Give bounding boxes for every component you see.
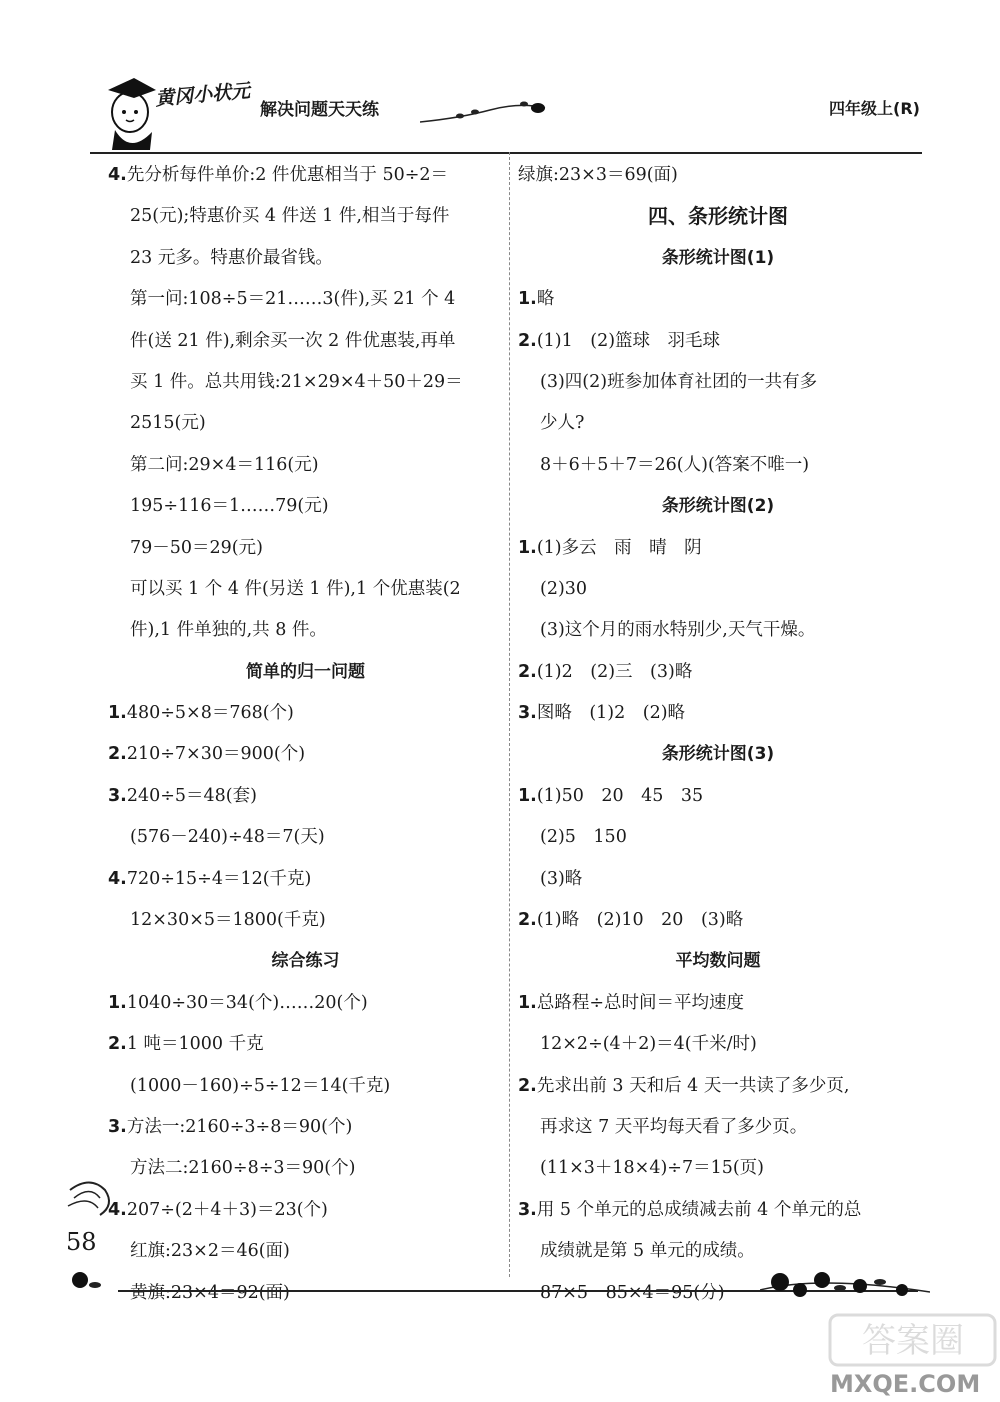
question-number: 1. bbox=[518, 992, 537, 1013]
answer-text: 方法二:2160÷8÷3＝90(个) bbox=[130, 1158, 356, 1179]
question-number: 2. bbox=[518, 1075, 537, 1096]
answer-line bbox=[108, 1231, 503, 1272]
brand-name: 黄冈小状元 bbox=[154, 79, 251, 111]
question-number: 2. bbox=[518, 661, 537, 682]
answer-line bbox=[108, 817, 503, 858]
answer-text: 第二问:29×4＝116(元) bbox=[130, 454, 319, 475]
section-heading: 简单的归一问题 bbox=[246, 661, 365, 682]
answer-text: 红旗:23×2＝46(面) bbox=[130, 1241, 290, 1262]
answer-text: 23 元多。特惠价最省钱。 bbox=[130, 247, 333, 268]
answer-text: 8＋6＋5＋7＝26(人)(答案不唯一) bbox=[540, 454, 810, 475]
answer-line bbox=[108, 279, 503, 320]
question-number: 1. bbox=[108, 703, 127, 724]
answer-line bbox=[108, 1066, 503, 1107]
answer-text: (3)略 bbox=[540, 868, 583, 889]
answer-text: 12×2÷(4＋2)＝4(千米/时) bbox=[540, 1034, 757, 1055]
header-rule bbox=[90, 152, 922, 154]
watermark-logo-text: 答案圈 bbox=[862, 1321, 964, 1361]
answer-line bbox=[518, 362, 918, 403]
answer-line bbox=[108, 445, 503, 486]
answer-line bbox=[108, 1273, 503, 1314]
answer-line bbox=[518, 1148, 918, 1189]
section-heading: 条形统计图(3) bbox=[661, 744, 775, 765]
answer-text: 件(送 21 件),剩余买一次 2 件优惠装,再单 bbox=[130, 330, 456, 351]
answer-line bbox=[518, 403, 918, 444]
vine-ornament-icon bbox=[420, 90, 550, 130]
answer-text: (576－240)÷48＝7(天) bbox=[130, 827, 325, 848]
answer-text: 再求这 7 天平均每天看了多少页。 bbox=[540, 1116, 808, 1137]
question-number: 1. bbox=[518, 537, 537, 558]
question-number: 3. bbox=[108, 785, 127, 806]
grade-label: 四年级上(R) bbox=[829, 99, 920, 118]
section-heading: 条形统计图(1) bbox=[661, 247, 775, 268]
answer-text: 第一问:108÷5＝21……3(件),买 21 个 4 bbox=[130, 289, 456, 310]
question-number: 4. bbox=[108, 868, 127, 889]
answer-text: 总路程÷总时间＝平均速度 bbox=[536, 992, 744, 1013]
answer-line bbox=[108, 1148, 503, 1189]
answer-text: (1000－160)÷5÷12＝14(千克) bbox=[130, 1075, 391, 1096]
answer-line bbox=[518, 817, 918, 858]
answer-line bbox=[518, 900, 918, 941]
answer-text: 先求出前 3 天和后 4 天一共读了多少页, bbox=[536, 1075, 850, 1096]
section-heading: 条形统计图(2) bbox=[661, 496, 775, 517]
left-column bbox=[108, 155, 503, 1314]
answer-text: 240÷5＝48(套) bbox=[126, 785, 257, 806]
section-heading: 四、条形统计图 bbox=[648, 204, 788, 229]
answer-line bbox=[518, 652, 918, 693]
answer-text: (2)30 bbox=[540, 578, 588, 599]
answer-text: 买 1 件。总共用钱:21×29×4＋50＋29＝ bbox=[130, 371, 463, 392]
answer-text: 2515(元) bbox=[130, 413, 206, 434]
answer-text: 720÷15÷4＝12(千克) bbox=[126, 868, 312, 889]
answer-line bbox=[518, 1024, 918, 1065]
question-number: 4. bbox=[108, 165, 127, 185]
answer-text: 25(元);特惠价买 4 件送 1 件,相当于每件 bbox=[130, 206, 450, 227]
answer-line bbox=[518, 1190, 918, 1231]
series-title: 解决问题天天练 bbox=[260, 100, 379, 120]
question-number: 1. bbox=[518, 289, 537, 310]
question-number: 2. bbox=[108, 1034, 127, 1055]
answer-text: 成绩就是第 5 单元的成绩。 bbox=[540, 1241, 755, 1262]
question-number: 3. bbox=[518, 703, 537, 724]
answer-text: 方法一:2160÷3÷8＝90(个) bbox=[126, 1116, 353, 1137]
answer-line bbox=[108, 1024, 503, 1065]
answer-line bbox=[518, 569, 918, 610]
column-divider bbox=[509, 152, 510, 1277]
answer-text: 可以买 1 个 4 件(另送 1 件),1 个优惠装(2 bbox=[130, 578, 461, 599]
answer-text: (1)1 (2)篮球 羽毛球 bbox=[536, 330, 721, 351]
answer-line bbox=[108, 238, 503, 279]
question-number: 3. bbox=[518, 1199, 537, 1220]
answer-line bbox=[108, 569, 503, 610]
answer-text: 黄旗:23×4＝92(面) bbox=[130, 1282, 290, 1303]
answer-line bbox=[108, 983, 503, 1024]
answer-text: 79－50＝29(元) bbox=[130, 537, 263, 558]
answer-text: 略 bbox=[536, 289, 555, 310]
answer-text: 480÷5×8＝768(个) bbox=[126, 703, 294, 724]
answer-line bbox=[518, 693, 918, 734]
question-number: 2. bbox=[518, 910, 537, 931]
watermark-text: MXQE.COM bbox=[830, 1370, 981, 1398]
question-number: 1. bbox=[518, 785, 537, 806]
answer-text: (1)50 20 45 35 bbox=[536, 785, 704, 806]
answer-line bbox=[108, 486, 503, 527]
page-header bbox=[90, 60, 920, 160]
answer-line bbox=[108, 693, 503, 734]
answer-text: (1)多云 雨 晴 阴 bbox=[536, 537, 702, 558]
answer-text: 195÷116＝1……79(元) bbox=[130, 496, 329, 517]
answer-text: 87×5－85×4＝95(分) bbox=[540, 1282, 725, 1303]
answer-line bbox=[518, 321, 918, 362]
answer-line bbox=[108, 900, 503, 941]
question-number: 4. bbox=[108, 1199, 127, 1220]
answer-line bbox=[108, 196, 503, 237]
answer-text: (2)5 150 bbox=[540, 827, 627, 848]
flower-vine-icon bbox=[760, 1260, 930, 1305]
answer-text: 1 吨＝1000 千克 bbox=[126, 1034, 264, 1055]
answer-text: 件),1 件单独的,共 8 件。 bbox=[130, 620, 327, 641]
answer-line bbox=[518, 776, 918, 817]
answer-text: (3)四(2)班参加体育社团的一共有多 bbox=[540, 371, 818, 392]
answer-line bbox=[108, 403, 503, 444]
answer-line bbox=[518, 1066, 918, 1107]
answer-line bbox=[108, 610, 503, 651]
answer-line bbox=[518, 859, 918, 900]
answer-text: (1)2 (2)三 (3)略 bbox=[536, 661, 693, 682]
page-number: 58 bbox=[66, 1228, 97, 1256]
answer-line bbox=[518, 445, 918, 486]
question-number: 3. bbox=[108, 1116, 127, 1137]
answer-line bbox=[518, 279, 918, 320]
answer-line bbox=[518, 610, 918, 651]
answer-line bbox=[108, 321, 503, 362]
answer-line bbox=[108, 1190, 503, 1231]
question-number: 1. bbox=[108, 992, 127, 1013]
answer-line bbox=[108, 734, 503, 775]
section-heading: 综合练习 bbox=[271, 951, 340, 972]
section-heading: 平均数问题 bbox=[675, 951, 761, 972]
answer-text: (3)这个月的雨水特别少,天气干燥。 bbox=[540, 620, 816, 641]
answer-line bbox=[108, 859, 503, 900]
answer-text: (1)略 (2)10 20 (3)略 bbox=[536, 910, 744, 931]
answer-text: 用 5 个单元的总成绩减去前 4 个单元的总 bbox=[536, 1199, 862, 1220]
answer-line bbox=[108, 362, 503, 403]
answer-text: 207÷(2＋4＋3)＝23(个) bbox=[126, 1199, 328, 1220]
answer-line bbox=[518, 155, 918, 196]
right-column bbox=[518, 155, 918, 1314]
answer-text: 先分析每件单价:2 件优惠相当于 50÷2＝ bbox=[126, 165, 449, 185]
answer-text: 12×30×5＝1800(千克) bbox=[130, 910, 326, 931]
answer-text: (11×3＋18×4)÷7＝15(页) bbox=[540, 1158, 765, 1179]
answer-line bbox=[108, 155, 503, 196]
answer-text: 210÷7×30＝900(个) bbox=[126, 744, 306, 765]
question-number: 2. bbox=[518, 330, 537, 351]
answer-line bbox=[518, 983, 918, 1024]
answer-text: 1040÷30＝34(个)……20(个) bbox=[126, 992, 368, 1013]
answer-text: 图略 (1)2 (2)略 bbox=[536, 703, 686, 724]
answer-text: 少人? bbox=[540, 413, 585, 434]
answer-line bbox=[108, 776, 503, 817]
answer-text: 绿旗:23×3＝69(面) bbox=[518, 165, 678, 185]
answer-line bbox=[518, 1107, 918, 1148]
answer-line bbox=[518, 528, 918, 569]
answer-line bbox=[108, 1107, 503, 1148]
question-number: 2. bbox=[108, 744, 127, 765]
answer-line bbox=[108, 528, 503, 569]
